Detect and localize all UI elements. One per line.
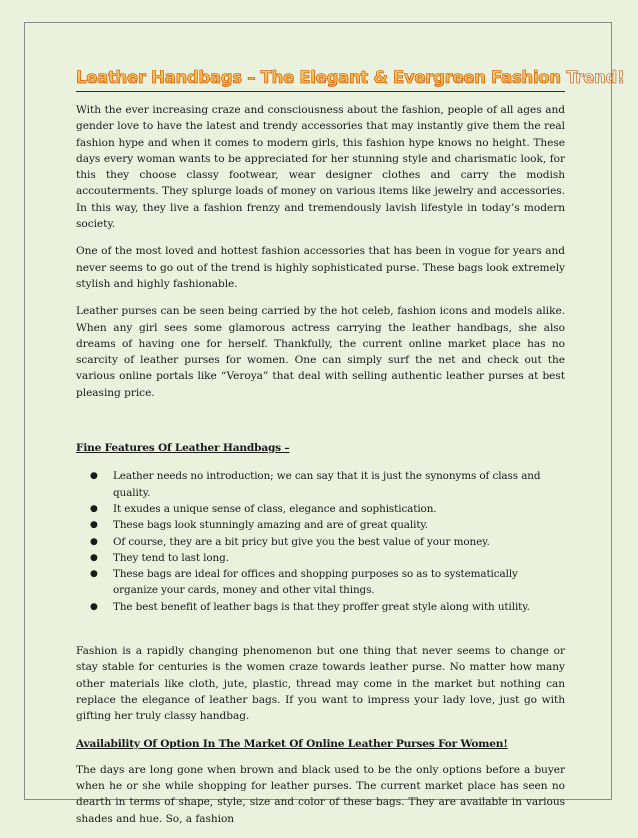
bullet-icon: ● bbox=[90, 503, 98, 514]
availability-heading: Availability Of Option In The Market Of Online Leather Purses For Women! bbox=[76, 737, 508, 750]
purse-paragraph: One of the most loved and hottest fashion accessories that has been in vogue for years and never seems to go out of the trend is highly sophisticated purse. These bags look extremely stylish and highly fashionable. bbox=[76, 245, 565, 290]
bullet-icon: ● bbox=[90, 536, 98, 547]
bullet-icon: ● bbox=[90, 520, 98, 531]
list-item: ● These bags are ideal for offices and shopping purposes so as to systematically organize your cards, money and other vital things. bbox=[90, 568, 518, 597]
features-list bbox=[76, 468, 565, 615]
list-item: ● Leather needs no introduction; we can say that it is just the synonyms of class and quality. bbox=[90, 470, 541, 499]
page-title: Leather Handbags – The Elegant & Evergreen Fashion Trend! bbox=[76, 68, 565, 92]
fashion-paragraph: Fashion is a rapidly changing phenomenon but one thing that never seems to change or stay stable for centuries is the women craze towards leather purse. No matter how many other materials like cloth, jute, plastic, thread may come in the market but nothing can replace the elegance of leather bags. If you want to impress your lady love, just go with gifting her truly classy handbag. bbox=[76, 645, 565, 723]
bullet-icon: ● bbox=[90, 471, 98, 482]
bullet-icon: ● bbox=[90, 569, 98, 580]
intro-paragraph: With the ever increasing craze and consciousness about the fashion, people of all ages and gender love to have the latest and trendy accessories that may instantly give them the real fashion hype and when it comes to modern girls, this fashion hype knows no height. These days every woman wants to be appreciated for her stunning style and charismatic look, for this they choose classy footwear, wear designer clothes and carry the modish accouterments. They splurge loads of money on various items like jewelry and accessories. In this way, they live a fashion frenzy and tremendously lavish lifestyle in today’s modern society. bbox=[76, 104, 565, 231]
availability-paragraph: The days are long gone when brown and black used to be the only options before a buyer when he or she while shopping for leather purses. The current market place has seen no dearth in terms of shape, style, size and color of these bags. They are available in various shades and hue. So, a fashion bbox=[76, 763, 565, 825]
list-item: ● These bags look stunningly amazing and are of great quality. bbox=[90, 517, 565, 533]
bullet-icon: ● bbox=[90, 601, 98, 612]
online-paragraph: Leather purses can be seen being carried by the hot celeb, fashion icons and models alike. When any girl sees some glamorous actress carrying the leather handbags, she also dreams of having one for herself. Thankfully, the current online market place has no scarcity of leather purses for women. One can simply surf the net and check out the various online portals like “Veroya” that deal with selling authentic leather purses at best pleasing price. bbox=[76, 305, 565, 399]
bullet-icon: ● bbox=[90, 552, 98, 563]
list-item: ● Of course, they are a bit pricy but give you the best value of your money. bbox=[90, 534, 565, 550]
list-item: ● They tend to last long. bbox=[90, 550, 565, 566]
list-item: ● The best benefit of leather bags is that they proffer great style along with utility. bbox=[90, 599, 565, 615]
list-item: ● It exudes a unique sense of class, elegance and sophistication. bbox=[90, 501, 565, 517]
document-content bbox=[76, 68, 625, 838]
features-heading: Fine Features Of Leather Handbags – bbox=[76, 442, 290, 455]
